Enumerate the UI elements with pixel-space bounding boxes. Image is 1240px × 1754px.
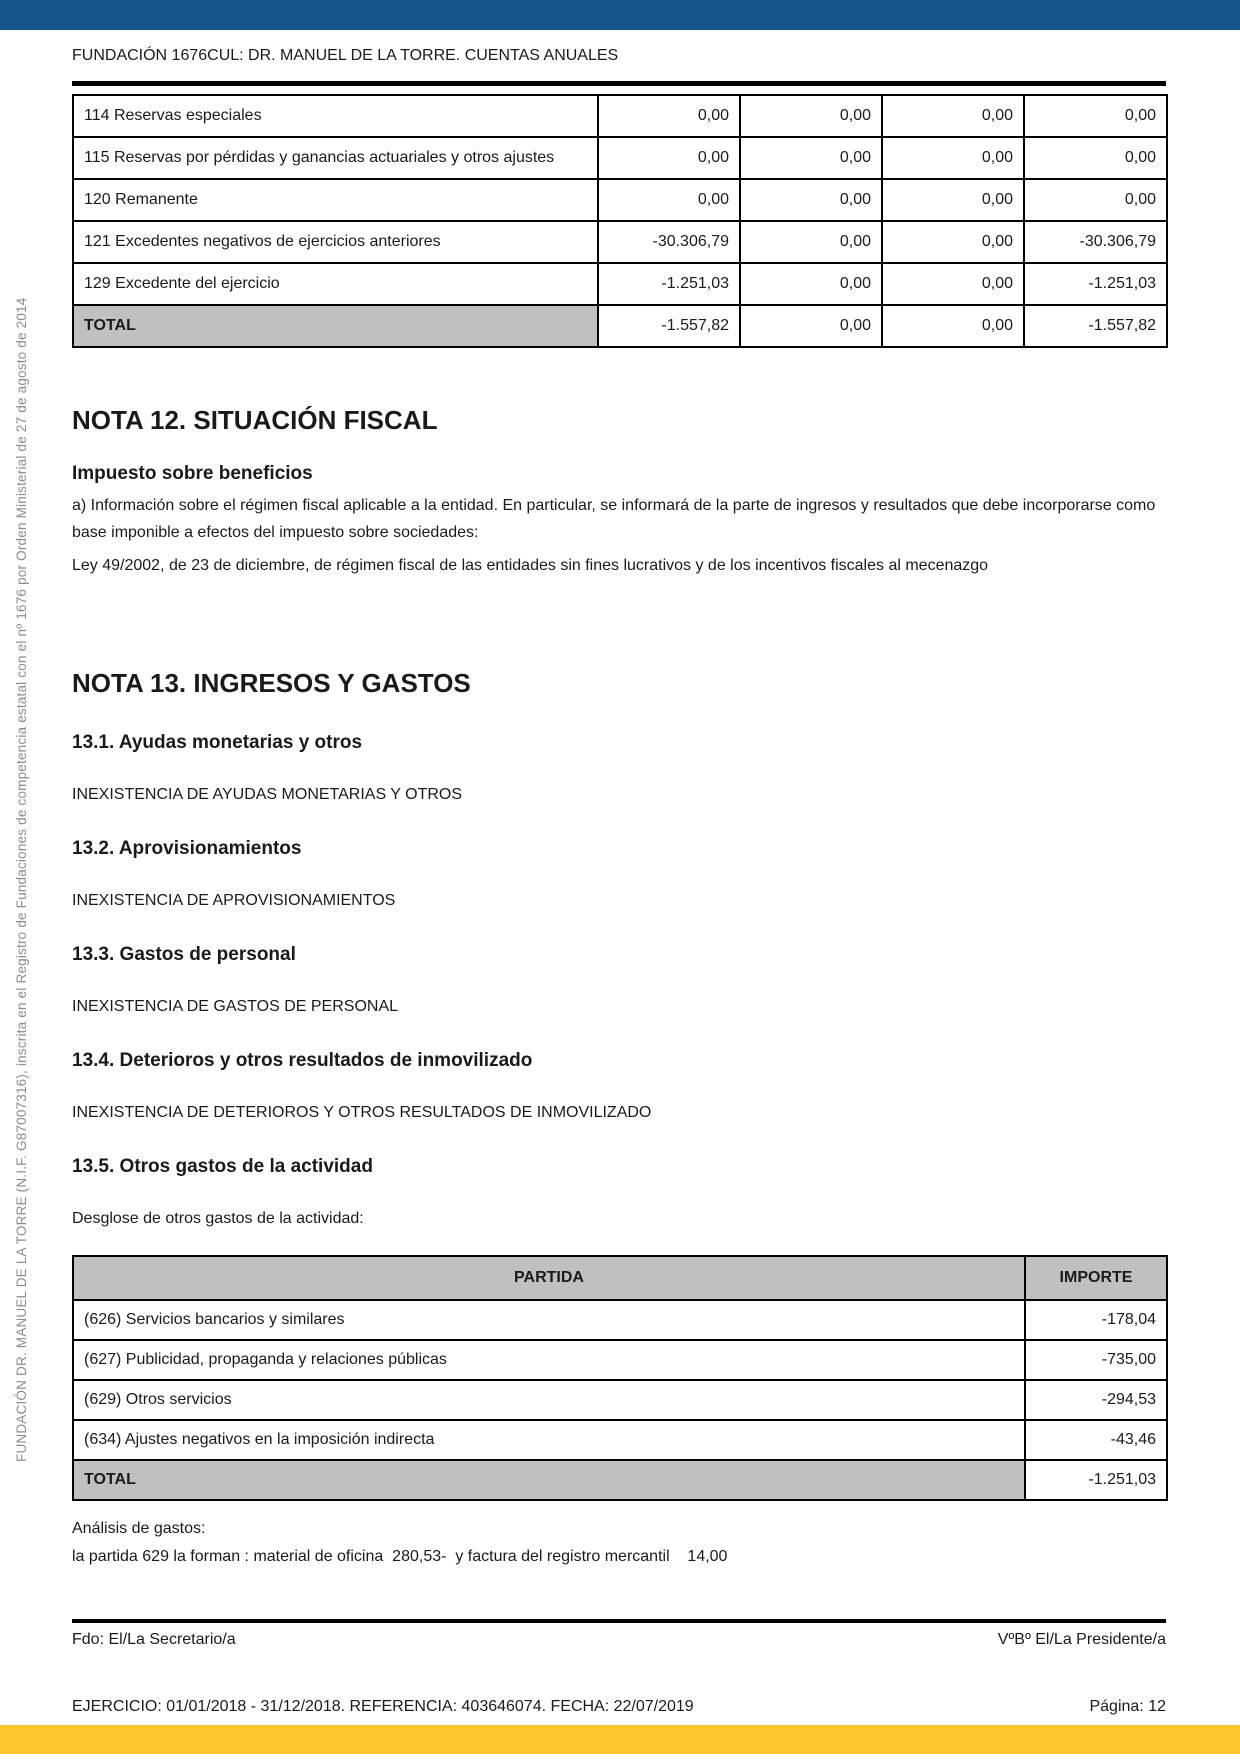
page-footer xyxy=(72,1698,1166,1716)
cell-value: 0,00 xyxy=(740,137,882,179)
table-row xyxy=(73,179,1167,221)
expenses-header-row xyxy=(73,1256,1167,1300)
nota12-subtitle: Impuesto sobre beneficios xyxy=(72,463,313,484)
cell-value: 0,00 xyxy=(598,137,740,179)
cell-value: -178,04 xyxy=(1025,1300,1167,1340)
table-row xyxy=(73,1420,1167,1460)
header-divider-rule xyxy=(72,81,1166,86)
signature-divider-rule xyxy=(72,1619,1166,1623)
president-signature-label: VºBº El/La Presidente/a xyxy=(997,1631,1166,1648)
cell-value: 0,00 xyxy=(882,137,1024,179)
row-label: (626) Servicios bancarios y similares xyxy=(73,1300,1025,1340)
cell-value: 0,00 xyxy=(882,95,1024,137)
bottom-color-bar xyxy=(0,1725,1240,1754)
nota12-title: NOTA 12. SITUACIÓN FISCAL xyxy=(72,405,438,435)
table-row xyxy=(73,263,1167,305)
cell-value: 0,00 xyxy=(1024,137,1167,179)
cell-value: -1.557,82 xyxy=(598,305,740,347)
row-label: 129 Excedente del ejercicio xyxy=(73,263,598,305)
section-body: INEXISTENCIA DE GASTOS DE PERSONAL xyxy=(72,998,399,1015)
secretary-signature-label: Fdo: El/La Secretario/a xyxy=(72,1631,236,1648)
cell-value: 0,00 xyxy=(740,305,882,347)
section-heading: 13.2. Aprovisionamientos xyxy=(72,838,302,859)
cell-value: 0,00 xyxy=(1024,95,1167,137)
table-row xyxy=(73,1300,1167,1340)
section-heading: 13.4. Deterioros y otros resultados de inmovilizado xyxy=(72,1050,533,1071)
cell-value: 0,00 xyxy=(740,221,882,263)
equity-table xyxy=(72,94,1168,348)
cell-value: -1.557,82 xyxy=(1024,305,1167,347)
row-label: 115 Reservas por pérdidas y ganancias actuariales y otros ajustes xyxy=(73,137,598,179)
table-row xyxy=(73,1460,1167,1500)
nota13-sections xyxy=(72,731,1166,1229)
table-row xyxy=(73,1380,1167,1420)
expenses-table xyxy=(72,1255,1168,1501)
section-heading: 13.3. Gastos de personal xyxy=(72,944,296,965)
row-label: 121 Excedentes negativos de ejercicios anteriores xyxy=(73,221,598,263)
page-content xyxy=(72,0,1166,1649)
cell-value: -43,46 xyxy=(1025,1420,1167,1460)
margin-registration-text: FUNDACIÓN DR. MANUEL DE LA TORRE (N.I.F. G87007316), inscrita en el Registro de Fundaciones de competencia estatal con el nº 1676 por Orden Ministerial de 27 de agosto de 2014 xyxy=(14,297,29,1462)
table-row xyxy=(73,305,1167,347)
section-body: INEXISTENCIA DE AYUDAS MONETARIAS Y OTROS xyxy=(72,786,463,803)
cell-value: -294,53 xyxy=(1025,1380,1167,1420)
cell-value: 0,00 xyxy=(882,221,1024,263)
cell-value: 0,00 xyxy=(882,263,1024,305)
cell-value: -30.306,79 xyxy=(598,221,740,263)
table-row xyxy=(73,1340,1167,1380)
row-label: (634) Ajustes negativos en la imposición indirecta xyxy=(73,1420,1025,1460)
cell-value: -735,00 xyxy=(1025,1340,1167,1380)
cell-value: 0,00 xyxy=(598,179,740,221)
cell-value: -1.251,03 xyxy=(1024,263,1167,305)
table-row xyxy=(73,221,1167,263)
row-label: 120 Remanente xyxy=(73,179,598,221)
section-body: INEXISTENCIA DE APROVISIONAMIENTOS xyxy=(72,892,396,909)
row-label: 114 Reservas especiales xyxy=(73,95,598,137)
column-header-partida: PARTIDA xyxy=(73,1256,1025,1300)
section-body: Desglose de otros gastos de la actividad: xyxy=(72,1210,364,1227)
row-label: (629) Otros servicios xyxy=(73,1380,1025,1420)
row-label: (627) Publicidad, propaganda y relaciones públicas xyxy=(73,1340,1025,1380)
cell-value: 0,00 xyxy=(1024,179,1167,221)
document-header-title: FUNDACIÓN 1676CUL: DR. MANUEL DE LA TORRE. CUENTAS ANUALES xyxy=(72,47,619,64)
cell-value: 0,00 xyxy=(882,305,1024,347)
cell-value: 0,00 xyxy=(740,179,882,221)
section-heading: 13.1. Ayudas monetarias y otros xyxy=(72,732,363,753)
nota12-paragraph-2: Ley 49/2002, de 23 de diciembre, de régimen fiscal de las entidades sin fines lucrativos y de los incentivos fiscales al mecenazgo xyxy=(72,557,989,574)
nota12-paragraph-1: a) Información sobre el régimen fiscal aplicable a la entidad. En particular, se informará de la parte de ingresos y resultados que debe incorporarse como base imponible a efectos del impuesto sobre sociedades: xyxy=(72,497,1156,541)
cell-value: -30.306,79 xyxy=(1024,221,1167,263)
analysis-heading: Análisis de gastos: xyxy=(72,1520,206,1537)
cell-value: -1.251,03 xyxy=(598,263,740,305)
cell-value: 0,00 xyxy=(740,263,882,305)
cell-value: -1.251,03 xyxy=(1025,1460,1167,1500)
cell-value: 0,00 xyxy=(882,179,1024,221)
row-label: TOTAL xyxy=(73,1460,1025,1500)
column-header-importe: IMPORTE xyxy=(1025,1256,1167,1300)
signature-row xyxy=(72,1631,1166,1649)
footer-page-number: Página: 12 xyxy=(1089,1698,1166,1715)
analysis-detail: la partida 629 la forman : material de oficina 280,53- y factura del registro mercantil 14,00 xyxy=(72,1548,728,1565)
nota13-title: NOTA 13. INGRESOS Y GASTOS xyxy=(72,668,471,698)
table-row xyxy=(73,95,1167,137)
section-heading: 13.5. Otros gastos de la actividad xyxy=(72,1156,373,1177)
table-row xyxy=(73,137,1167,179)
cell-value: 0,00 xyxy=(740,95,882,137)
section-body: INEXISTENCIA DE DETERIOROS Y OTROS RESULTADOS DE INMOVILIZADO xyxy=(72,1104,652,1121)
cell-value: 0,00 xyxy=(598,95,740,137)
footer-exercise-reference: EJERCICIO: 01/01/2018 - 31/12/2018. REFERENCIA: 403646074. FECHA: 22/07/2019 xyxy=(72,1698,694,1715)
row-label: TOTAL xyxy=(73,305,598,347)
